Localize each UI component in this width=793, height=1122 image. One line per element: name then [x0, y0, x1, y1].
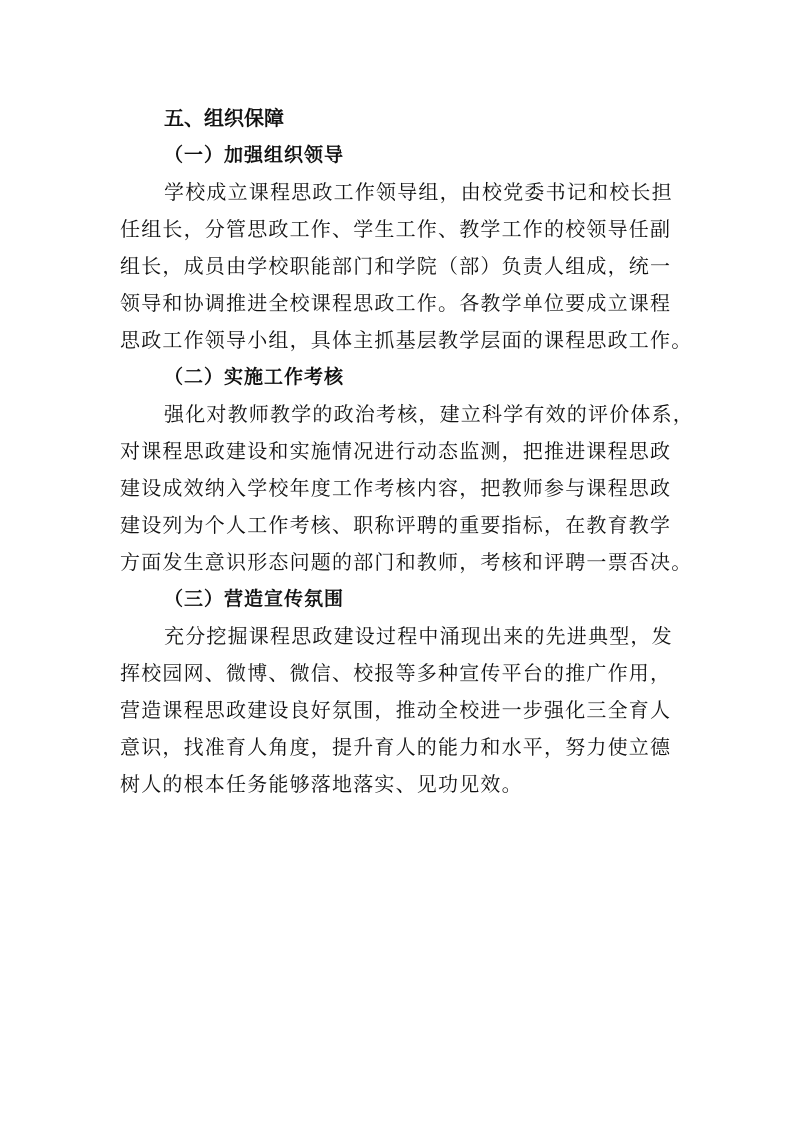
paragraph-line: 对课程思政建设和实施情况进行动态监测，把推进课程思政 — [120, 439, 672, 463]
paragraph — [120, 618, 680, 803]
paragraph-line: 挥校园网、微博、微信、校报等多种宣传平台的推广作用， — [120, 661, 672, 685]
paragraph-line: 意识，找准育人角度，提升育人的能力和水平，努力使立德 — [120, 735, 672, 759]
subsection-heading: （三）营造宣传氛围 — [164, 588, 345, 610]
paragraph-line: 建设成效纳入学校年度工作考核内容，把教师参与课程思政 — [120, 476, 672, 500]
paragraph-line: 建设列为个人工作考核、职称评聘的重要指标，在教育教学 — [120, 513, 672, 537]
subsection-heading: （二）实施工作考核 — [164, 366, 345, 388]
paragraph-line: 学校成立课程思政工作领导组，由校党委书记和校长担 — [164, 180, 673, 204]
document-body — [120, 100, 694, 803]
section-title: 五、组织保障 — [164, 106, 284, 130]
paragraph-line: 思政工作领导小组，具体主抓基层教学层面的课程思政工作。 — [120, 328, 693, 352]
paragraph — [120, 174, 693, 359]
paragraph-line: 营造课程思政建设良好氛围，推动全校进一步强化三全育人 — [120, 698, 672, 722]
subsection-heading: （一）加强组织领导 — [164, 144, 345, 166]
paragraph-line: 组长，成员由学校职能部门和学院（部）负责人组成，统一 — [120, 254, 672, 278]
paragraph-line: 方面发生意识形态问题的部门和教师，考核和评聘一票否决。 — [120, 550, 693, 574]
paragraph-line: 任组长，分管思政工作、学生工作、教学工作的校领导任副 — [120, 217, 672, 241]
paragraph — [120, 396, 694, 581]
paragraph-line: 领导和协调推进全校课程思政工作。各教学单位要成立课程 — [120, 291, 672, 315]
subsection-organization-leadership — [120, 137, 693, 359]
paragraph-line: 树人的根本任务能够落地落实、见功见效。 — [120, 772, 523, 796]
subsection-publicity-atmosphere — [120, 581, 680, 803]
paragraph-line: 充分挖掘课程思政建设过程中涌现出来的先进典型，发 — [164, 624, 673, 648]
paragraph-line: 强化对教师教学的政治考核，建立科学有效的评价体系， — [164, 402, 694, 426]
subsection-work-assessment — [120, 359, 694, 581]
